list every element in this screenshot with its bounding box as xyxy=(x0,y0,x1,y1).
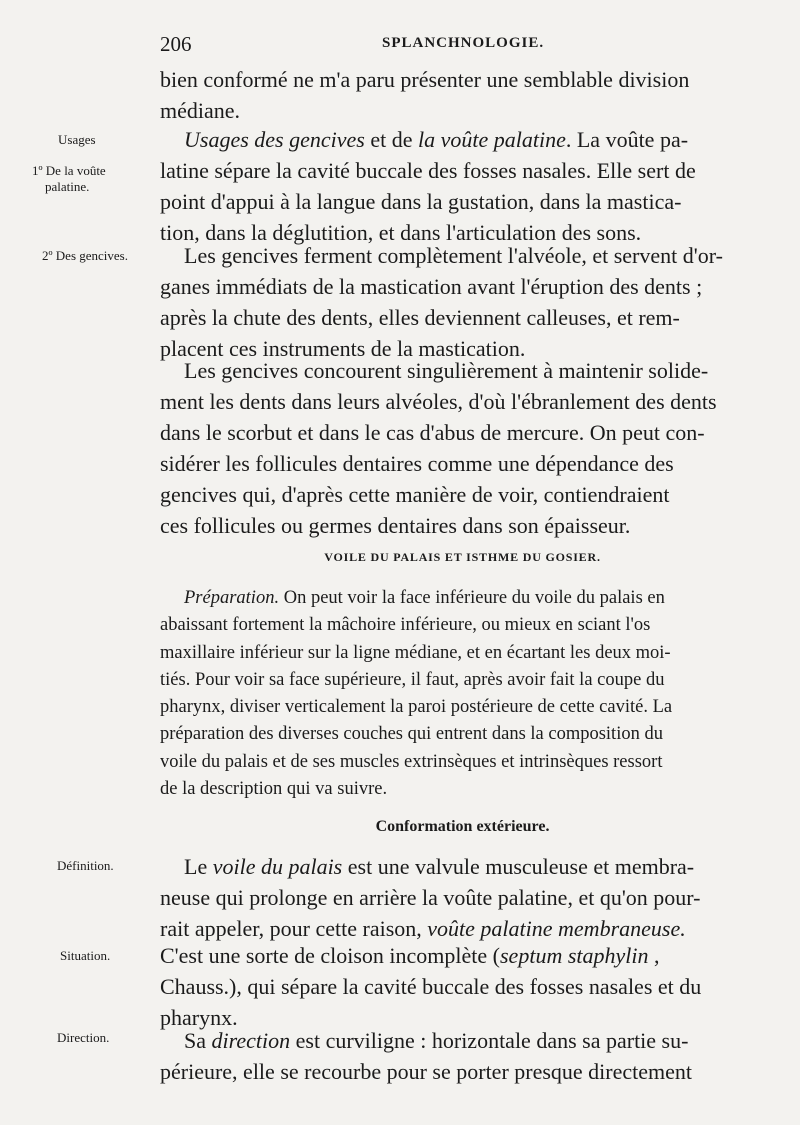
text-line: Les gencives concourent singulièrement à maintenir solide- xyxy=(184,358,709,383)
paragraph-usages xyxy=(160,124,765,248)
page-header xyxy=(160,32,765,56)
preparation-label: Préparation. xyxy=(184,588,280,608)
paragraph-gencives-2 xyxy=(160,355,765,541)
term-septum-staphylin: septum staphylin xyxy=(500,943,649,968)
margin-note-usages: Usages xyxy=(58,132,96,147)
text-line: tiés. Pour voir sa face supérieure, il faut, après avoir fait la coupe du xyxy=(160,669,665,690)
margin-note-definition: Définition. xyxy=(57,858,114,873)
section-heading-conformation: Conformation extérieure. xyxy=(375,818,550,835)
margin-note-voute-1: 1º De la voûte xyxy=(32,163,106,178)
paragraph-direction xyxy=(160,1025,765,1087)
text-line: rait appeler, pour cette raison, voûte palatine membraneuse. xyxy=(160,916,686,941)
text-line: abaissant fortement la mâchoire inférieure, ou mieux en sciant l'os xyxy=(160,615,651,636)
paragraph-gencives-1 xyxy=(160,240,765,364)
term-voute-membraneuse: voûte palatine membraneuse. xyxy=(427,916,686,941)
text-line: pharynx. xyxy=(160,1005,238,1030)
text-line: médiane. xyxy=(160,98,241,123)
text-line: après la chute des dents, elles deviennent calleuses, et rem- xyxy=(160,305,680,330)
text-line: préparation des diverses couches qui entrent dans la composition du xyxy=(160,724,663,745)
text-line: de la description qui va suivre. xyxy=(160,779,388,800)
text-line: C'est une sorte de cloison incomplète (septum staphylin , xyxy=(160,943,660,968)
text-line: pharynx, diviser verticalement la paroi postérieure de cette cavité. La xyxy=(160,697,673,718)
paragraph-preparation xyxy=(160,585,765,803)
text-line: bien conformé ne m'a paru présenter une semblable division xyxy=(160,67,690,92)
section-heading-voile: VOILE DU PALAIS ET ISTHME DU GOSIER. xyxy=(324,550,601,564)
text-line: ces follicules ou germes dentaires dans son épaisseur. xyxy=(160,513,631,538)
term-voile-du-palais: voile du palais xyxy=(212,854,343,879)
text-line: voile du palais et de ses muscles extrinsèques et intrinsèques ressort xyxy=(160,751,663,772)
text-line: Préparation. On peut voir la face inférieure du voile du palais en xyxy=(184,588,665,608)
text-line: Le voile du palais est une valvule musculeuse et membra- xyxy=(184,854,695,879)
paragraph-intro xyxy=(160,64,765,126)
text-line: maxillaire inférieur sur la ligne médiane, et en écartant les deux moi- xyxy=(160,642,671,663)
text-line: Les gencives ferment complètement l'alvéole, et servent d'or- xyxy=(184,243,723,268)
text-line: gencives qui, d'après cette manière de voir, contiendraient xyxy=(160,482,670,507)
term-direction: direction xyxy=(211,1028,291,1053)
text-line: point d'appui à la langue dans la gustation, dans la mastica- xyxy=(160,189,682,214)
text-line: Sa direction est curviligne : horizontale dans sa partie su- xyxy=(184,1028,689,1053)
text-line: périeure, elle se recourbe pour se porter presque directement xyxy=(160,1059,693,1084)
text-line: Chauss.), qui sépare la cavité buccale des fosses nasales et du xyxy=(160,974,702,999)
text-line: ment les dents dans leurs alvéoles, d'où l'ébranlement des dents xyxy=(160,389,717,414)
text-line: ganes immédiats de la mastication avant l'éruption des dents ; xyxy=(160,274,703,299)
paragraph-definition xyxy=(160,851,765,944)
running-head: SPLANCHNOLOGIE. xyxy=(382,35,545,51)
margin-note-voute-2: palatine. xyxy=(45,179,90,194)
text-line: latine sépare la cavité buccale des fosses nasales. Elle sert de xyxy=(160,158,696,183)
text-line: tion, dans la déglutition, et dans l'articulation des sons. xyxy=(160,220,642,245)
margin-note-situation: Situation. xyxy=(60,948,111,963)
text-line: dans le scorbut et dans le cas d'abus de mercure. On peut con- xyxy=(160,420,705,445)
text-line: placent ces instruments de la mastication. xyxy=(160,336,526,361)
text-line: sidérer les follicules dentaires comme une dépendance des xyxy=(160,451,674,476)
text-line: neuse qui prolonge en arrière la voûte palatine, et qu'on pour- xyxy=(160,885,701,910)
page-number: 206 xyxy=(160,32,192,56)
usages-title-gencives: Usages des gencives xyxy=(184,127,365,152)
text-line: Usages des gencives et de la voûte palatine. La voûte pa- xyxy=(184,127,689,152)
margin-note-gencives: 2º Des gencives. xyxy=(42,248,128,263)
margin-note-direction: Direction. xyxy=(57,1030,110,1045)
paragraph-situation xyxy=(160,940,765,1033)
usages-title-voute: la voûte palatine xyxy=(418,127,566,152)
